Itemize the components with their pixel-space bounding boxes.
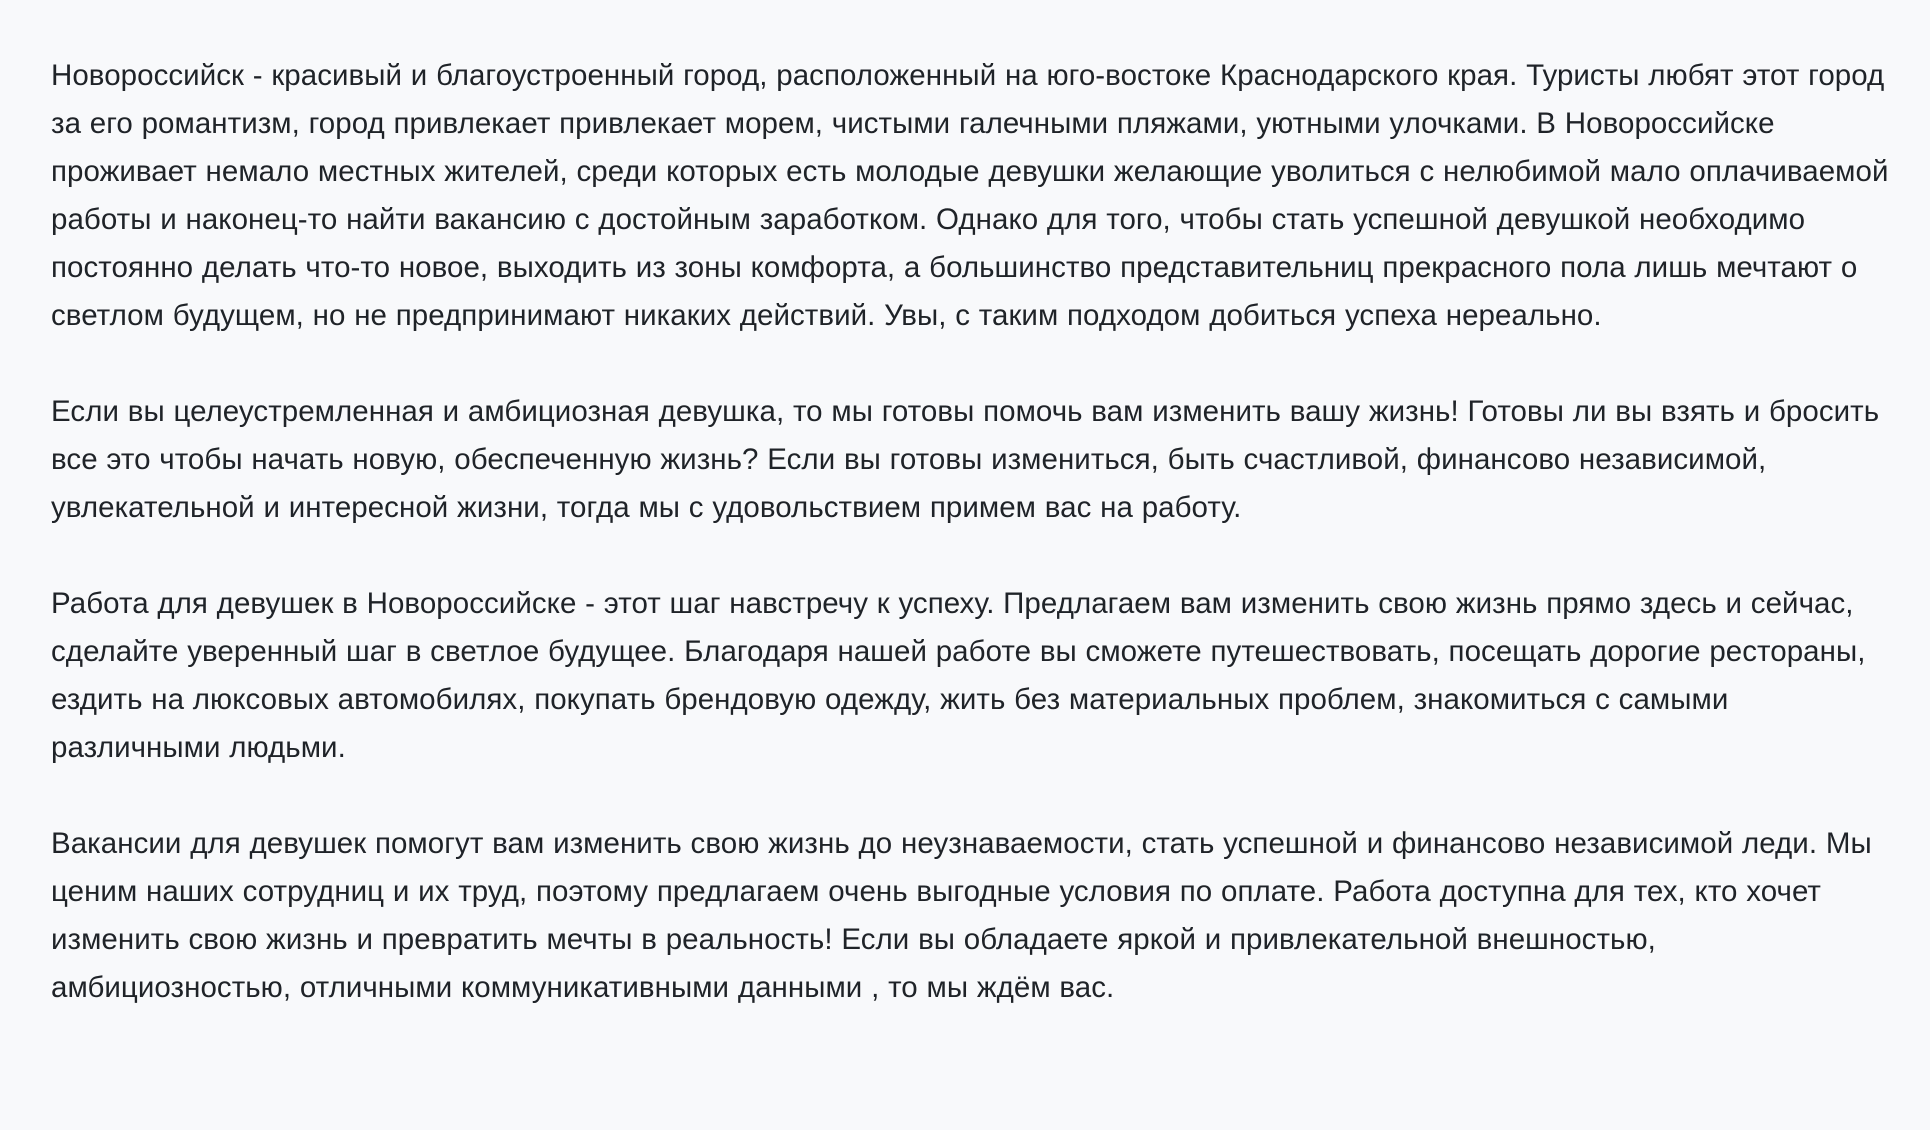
paragraph-2: Если вы целеустремленная и амбициозная девушка, то мы готовы помочь вам изменить вашу жизнь! Готовы ли вы взять и бросить все это чтобы начать новую, обеспеченную жизнь? Если вы готовы измениться, быть счастливой, финансово независимой, увлекательной и интересной жизни, тогда мы с удовольствием примем вас на работу. [51,395,1880,524]
paragraph-4: Вакансии для девушек помогут вам изменить свою жизнь до неузнаваемости, стать успешной и финансово независимой леди. Мы ценим наших сотрудниц и их труд, поэтому предлагаем очень выгодные условия по оплате. Работа доступна для тех, кто хочет изменить свою жизнь и превратить мечты в реальность! Если вы обладаете яркой и привлекательной внешностью, амбициозностью, отличными коммуникативными данными , то мы ждём вас. [51,827,1872,1004]
paragraph-3: Работа для девушек в Новороссийске - этот шаг навстречу к успеху. Предлагаем вам изменить свою жизнь прямо здесь и сейчас, сделайте уверенный шаг в светлое будущее. Благодаря нашей работе вы сможете путешествовать, посещать дорогие рестораны, ездить на люксовых автомобилях, покупать брендовую одежду, жить без материальных проблем, знакомиться с самыми различными людьми. [51,587,1866,764]
article-body [51,52,1896,1012]
paragraph-1: Новороссийск - красивый и благоустроенный город, расположенный на юго-востоке Краснодарского края. Туристы любят этот город за его романтизм, город привлекает привлекает морем, чистыми галечными пляжами, уютными улочками. В Новороссийске проживает немало местных жителей, среди которых есть молодые девушки желающие уволиться с нелюбимой мало оплачиваемой работы и наконец-то найти вакансию с достойным заработком. Однако для того, чтобы стать успешной девушкой необходимо постоянно делать что-то новое, выходить из зоны комфорта, а большинство представительниц прекрасного пола лишь мечтают о светлом будущем, но не предпринимают никаких действий. Увы, с таким подходом добиться успеха нереально. [51,59,1889,332]
